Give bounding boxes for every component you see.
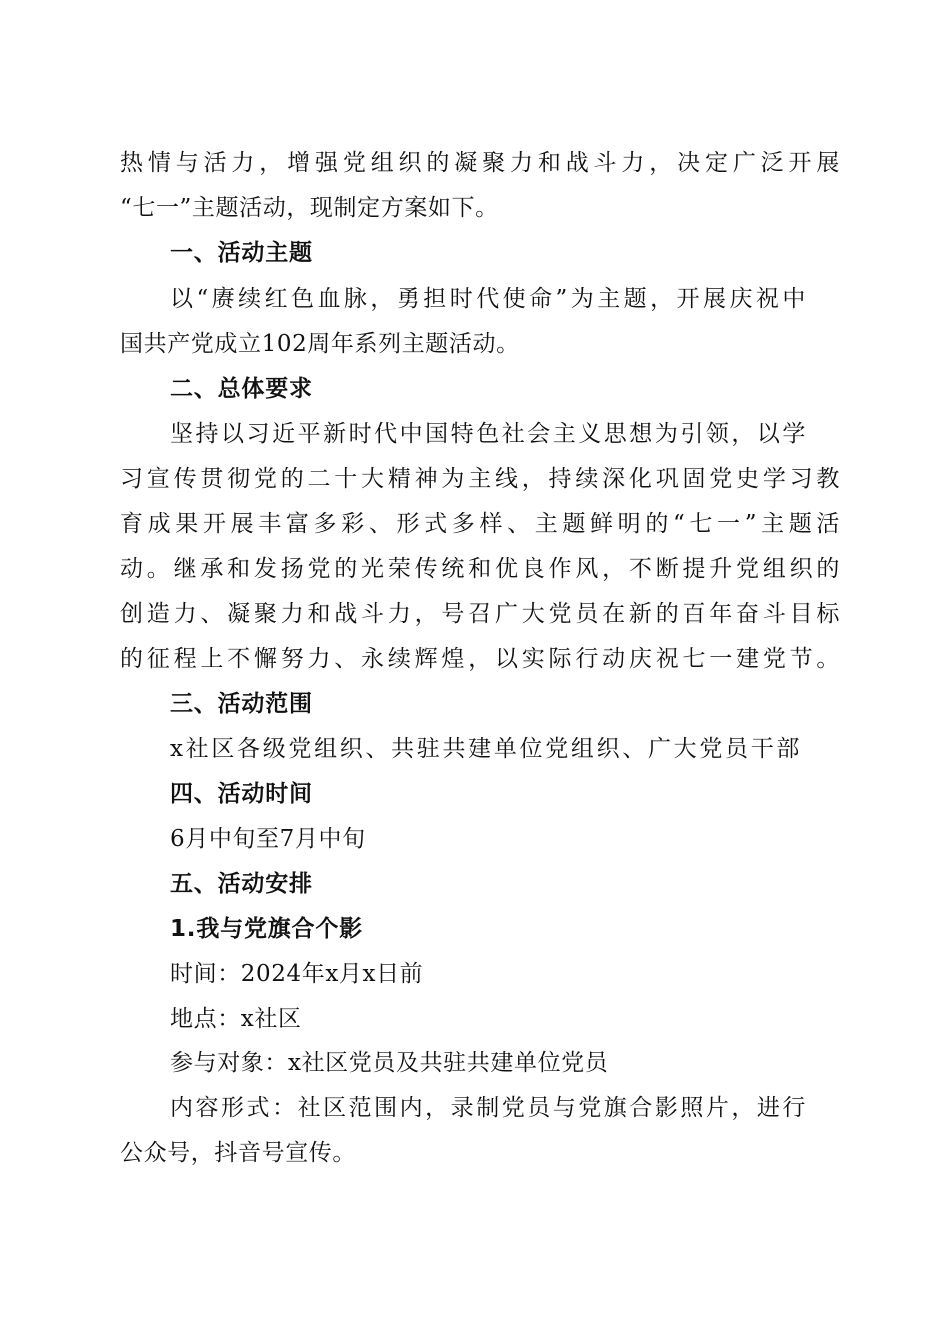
item1-place: 地点：x社区 bbox=[170, 1006, 302, 1032]
intro-line-2: “七一”主题活动，现制定方案如下。 bbox=[120, 195, 499, 221]
section2-line-3: 育成果开展丰富多彩、形式多样、主题鲜明的“七一”主题活 bbox=[120, 511, 840, 537]
section2-line-4: 动。继承和发扬党的光荣传统和优良作风，不断提升党组织的 bbox=[120, 556, 840, 582]
intro-line-1: 热情与活力，增强党组织的凝聚力和战斗力，决定广泛开展 bbox=[120, 150, 840, 176]
section3-body: x社区各级党组织、共驻共建单位党组织、广大党员干部 bbox=[170, 736, 800, 762]
item1-content-line-1: 内容形式：社区范围内，录制党员与党旗合影照片，进行 bbox=[170, 1095, 806, 1121]
section5-heading: 五、活动安排 bbox=[170, 871, 313, 897]
item1-participants: 参与对象：x社区党员及共驻共建单位党员 bbox=[170, 1050, 609, 1076]
item1-time: 时间：2024年x月x日前 bbox=[170, 961, 424, 987]
section2-heading: 二、总体要求 bbox=[170, 376, 313, 402]
item1-title: 1.我与党旗合个影 bbox=[170, 916, 363, 942]
section4-body: 6月中旬至7月中旬 bbox=[170, 826, 366, 852]
section2-line-5: 创造力、凝聚力和战斗力，号召广大党员在新的百年奋斗目标 bbox=[120, 601, 840, 627]
section3-heading: 三、活动范围 bbox=[170, 691, 313, 717]
section1-line-1: 以“赓续红色血脉，勇担时代使命”为主题，开展庆祝中 bbox=[170, 286, 806, 312]
section4-heading: 四、活动时间 bbox=[170, 781, 313, 807]
section1-heading: 一、活动主题 bbox=[170, 240, 313, 266]
section2-line-2: 习宣传贯彻党的二十大精神为主线，持续深化巩固党史学习教 bbox=[120, 466, 840, 492]
section2-line-6: 的征程上不懈努力、永续辉煌，以实际行动庆祝七一建党节。 bbox=[120, 646, 840, 672]
section2-line-1: 坚持以习近平新时代中国特色社会主义思想为引领，以学 bbox=[170, 421, 806, 447]
item1-content-line-2: 公众号，抖音号宣传。 bbox=[120, 1140, 356, 1166]
section1-line-2: 国共产党成立102周年系列主题活动。 bbox=[120, 331, 520, 357]
